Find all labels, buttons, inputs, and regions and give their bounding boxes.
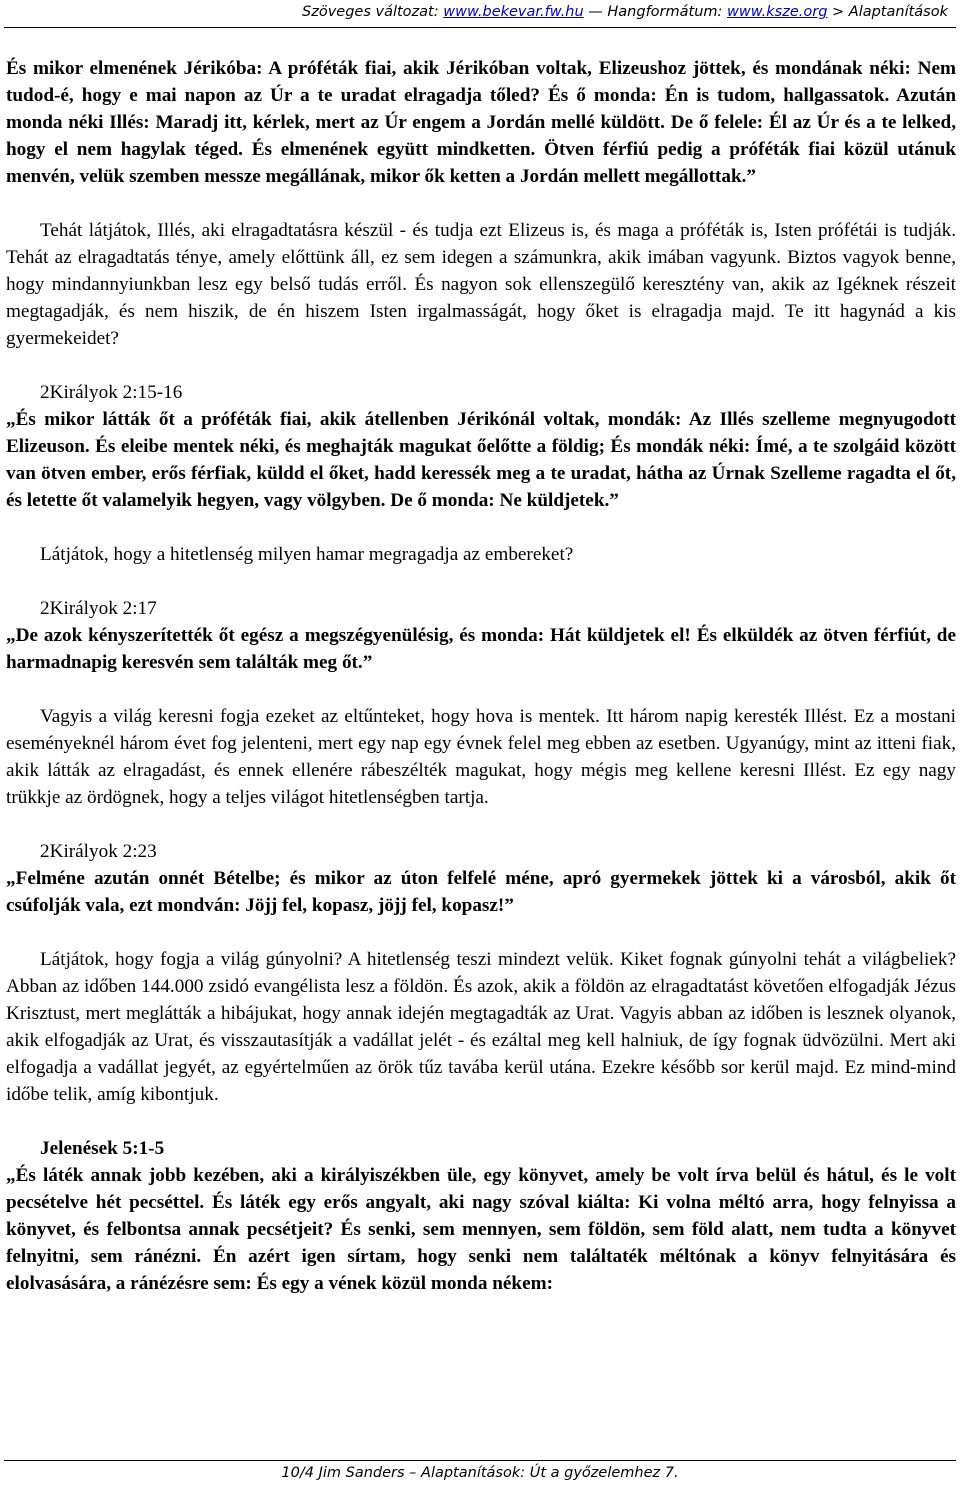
page-footer: 10/4 Jim Sanders – Alaptanítások: Út a győzelemhez 7.: [281, 1465, 679, 1481]
body-paragraph: Látjátok, hogy fogja a világ gúnyolni? A hitetlenség teszi mindezt velük. Kiket fognak gúnyolni tehát a világbeliek? Abban az időben 144.000 zsidó evangélista lesz a földön. És azok, akik a földön az elragadtatást követően elfogadják Jézus Krisztust, mert meglátták a hibájukat, hogy annak idején megtagadták az Urat. Vagyis abban az időben is lesznek olyanok, akik elfogadják az Urat, és visszautasítják a vadállat jelét - és ezáltal meg kell halniuk, de így fognak üdvözülni. Mert aki elfogadja a vadállat jegyét, az egyértelműen az örök tűz tavába kerül utána. Ezekre később sor kerül majd. Ez mind-mind időbe telik, amíg kibontjuk.: [6, 949, 956, 1105]
scripture-reference: Jelenések 5:1-5: [40, 1138, 165, 1159]
quote-paragraph: „És mikor látták őt a próféták fiai, akik átellenben Jérikónál voltak, mondák: Az Illés szelleme megnyugodott Elizeuson. És eleibe mentek néki, és meghajták magukat őelőtte a földig; És mondák néki: Ímé, a te szolgáid között van ötven ember, erős férfiak, küldd el őket, hadd keressék meg a te uradat, hátha az Úrnak Szelleme ragadta el őt, és letette őt valamelyik hegyen, vagy völgyben. De ő monda: Ne küldjetek.”: [6, 409, 956, 511]
quote-paragraph: „Felméne azután onnét Bételbe; és mikor az úton felfelé méne, apró gyermekek jöttek ki a városból, akik őt csúfolják vala, ezt mondván: Jöjj fel, kopasz, jöjj fel, kopasz!”: [6, 868, 956, 916]
scripture-reference: 2Királyok 2:15-16: [40, 382, 183, 403]
quote-paragraph: „És láték annak jobb kezében, aki a királyiszékben üle, egy könyvet, amely be volt írva belül és hátul, és le volt pecsételve hét pecséttel. És láték egy erős angyalt, aki nagy szóval kiálta: Ki volna méltó arra, hogy felnyissa a könyvet, és felbontsa annak pecsétjeit? És senki, sem mennyen, sem földön, sem föld alatt, nem tudta a könyvet felnyitni, sem ránézni. Én azért igen sírtam, hogy senki nem találtaték méltónak a könyv felnyitására és elolvasására, a ránézésre sem: És egy a vének közül monda nékem:: [6, 1165, 956, 1294]
bekevar-link[interactable]: www.bekevar.fw.hu: [443, 4, 584, 20]
body-paragraph: Tehát látjátok, Illés, aki elragadtatásra készül - és tudja ezt Elizeus is, és maga a próféták is, Isten prófétái is tudják. Tehát az elragadtatás ténye, amely előttünk áll, ez sem idegen a számunkra, akik imában vagyunk. Biztos vagyok benne, hogy mindannyiunkban lesz egy belső tudás erről. És nagyon sok ellenszegülő keresztény van, akik az Igéknek részeit megtagadják, és nem hiszik, de én hiszem Isten irgalmasságát, hogy őket is elragadja majd. Te itt hagynád a kis gyermekeidet?: [6, 220, 956, 349]
header-suffix: > Alaptanítások: [827, 4, 948, 20]
header-prefix: Szöveges változat:: [302, 4, 444, 20]
body-paragraph: Látjátok, hogy a hitetlenség milyen hamar megragadja az embereket?: [40, 544, 574, 565]
quote-paragraph: „De azok kényszerítették őt egész a megszégyenülésig, és monda: Hát küldjetek el! És elküldék az ötven férfiút, de harmadnapig keresvén sem találták meg őt.”: [6, 625, 956, 673]
ksze-link[interactable]: www.ksze.org: [727, 4, 828, 20]
header-divider: [4, 27, 956, 28]
header-middle: — Hangformátum:: [583, 4, 728, 20]
document-body: [6, 55, 956, 1297]
page-header: [0, 4, 960, 20]
quote-paragraph: És mikor elmenének Jérikóba: A próféták fiai, akik Jérikóban voltak, Elizeushoz jöttek, és mondának néki: Nem tudod-é, hogy e mai napon az Úr a te uradat elragadja tőled? És ő monda: Én is tudom, hallgassatok. Azután monda néki Illés: Maradj itt, kérlek, mert az Úr engem a Jordán mellé küldött. De ő felele: Él az Úr és a te lelked, hogy el nem hagylak téged. És elmenének együtt mindketten. Ötven férfiú pedig a próféták fiai közül utánuk menvén, velük szemben messze megállának, mikor ők ketten a Jordán mellett megállottak.”: [6, 58, 956, 187]
body-paragraph: Vagyis a világ keresni fogja ezeket az eltűnteket, hogy hova is mentek. Itt három napig keresték Illést. Ez a mostani eseményeknél három évet fog jelenteni, mert egy nap egy évnek felel meg ebben az esetben. Ugyanúgy, mint az itteni fiak, akik látták az elragadást, és ennek ellenére rábeszélték magukat, hogy mégis meg kellene keresni Illést. Ez egy nagy trükkje az ördögnek, hogy a teljes világot hitetlenségben tartja.: [6, 706, 956, 808]
footer-divider: [4, 1460, 956, 1461]
scripture-reference: 2Királyok 2:17: [40, 598, 157, 619]
scripture-reference: 2Királyok 2:23: [40, 841, 157, 862]
